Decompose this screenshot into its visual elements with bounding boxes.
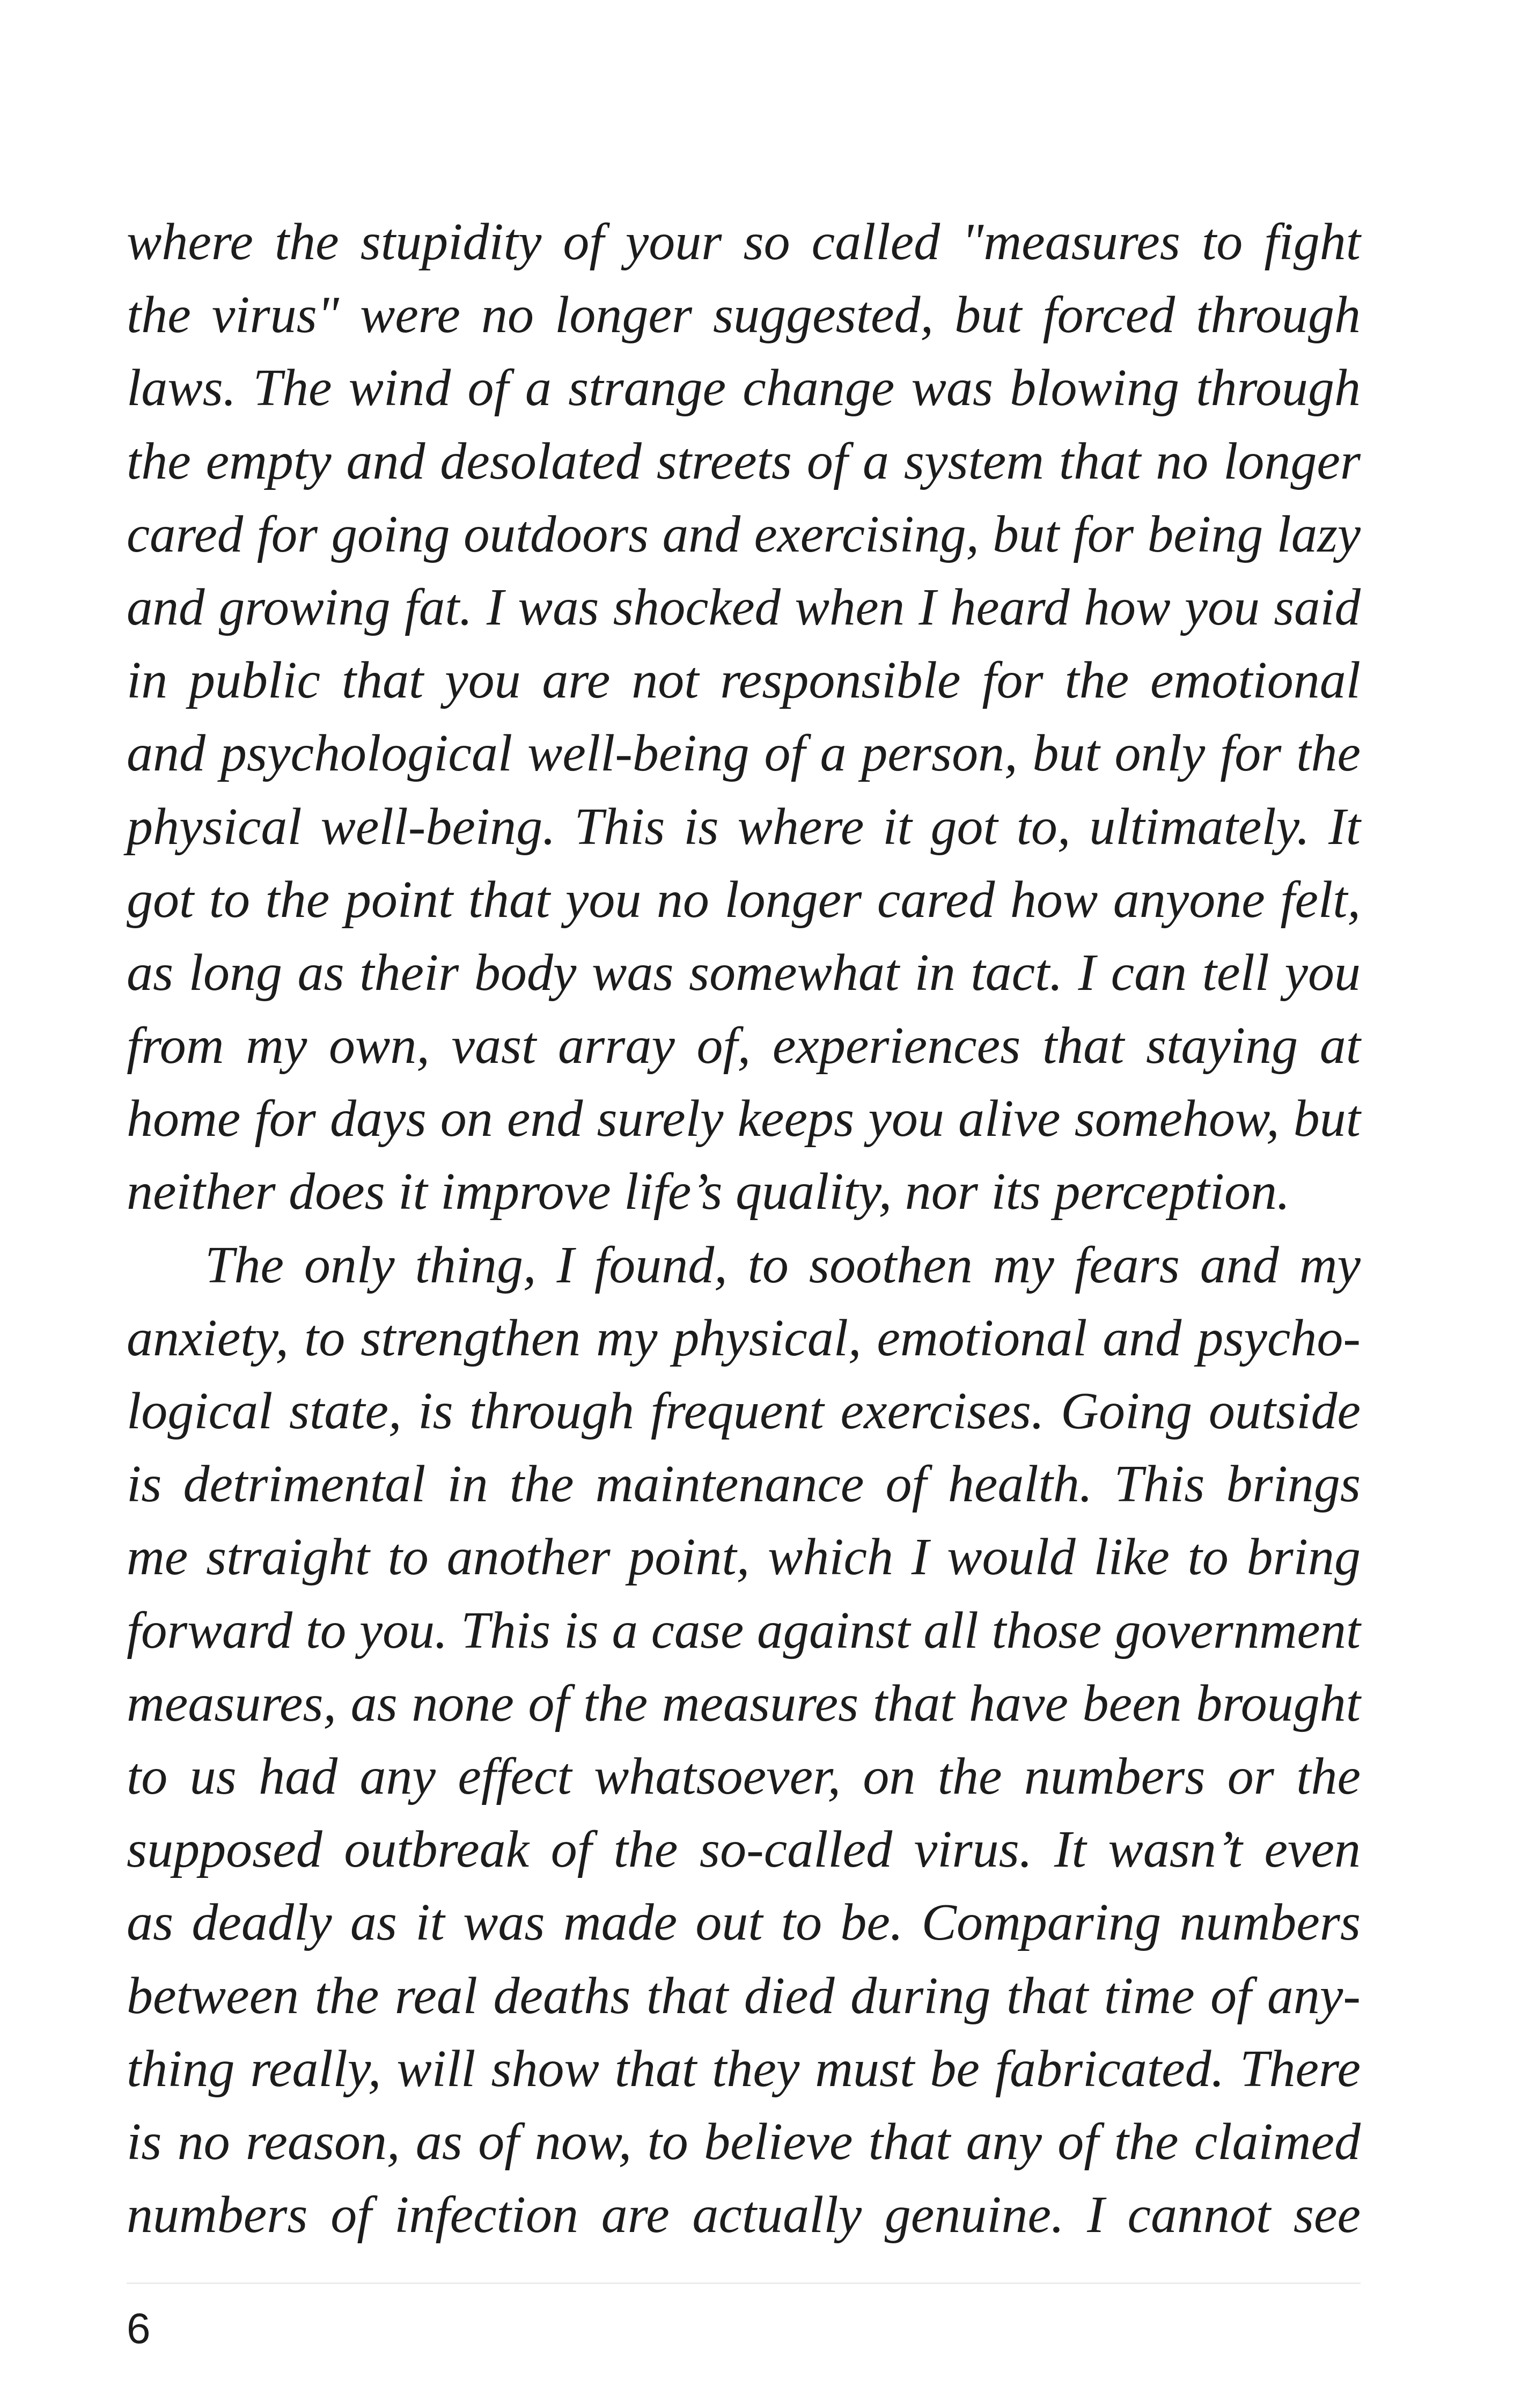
- text-line: physical well-being. This is where it got to, ultimately. It: [127, 797, 1361, 856]
- text-line: The only thing, I found, to soothen my fears and my: [205, 1236, 1361, 1294]
- text-line: supposed outbreak of the so-called virus. It wasn’t even: [127, 1820, 1361, 1879]
- text-line: where the stupidity of your so called "measures to fight: [127, 213, 1361, 271]
- text-line: thing really, will show that they must be fabricated. There: [127, 2039, 1361, 2098]
- text-line: and psychological well-being of a person, but only for the: [127, 724, 1361, 783]
- text-line: logical state, is through frequent exercises. Going outside: [127, 1382, 1361, 1440]
- text-line: in public that you are not responsible for the emotional: [127, 651, 1361, 710]
- text-line: me straight to another point, which I would like to bring: [127, 1528, 1361, 1587]
- body-text: [127, 205, 1361, 2251]
- text-line: the empty and desolated streets of a system that no longer: [127, 432, 1361, 490]
- footer-divider: [127, 2282, 1361, 2284]
- text-line: from my own, vast array of, experiences that staying at: [127, 1017, 1361, 1075]
- paragraph: [127, 1229, 1361, 2252]
- page-number: 6: [127, 2304, 151, 2352]
- paragraph: [127, 205, 1361, 1229]
- text-line: numbers of infection are actually genuine. I cannot see: [127, 2186, 1361, 2244]
- text-line: the virus" were no longer suggested, but forced through: [127, 286, 1361, 344]
- text-line: cared for going outdoors and exercising, but for being lazy: [127, 505, 1361, 563]
- text-line: is no reason, as of now, to believe that any of the claimed: [127, 2112, 1361, 2171]
- text-line: forward to you. This is a case against all those government: [127, 1601, 1361, 1659]
- text-line: anxiety, to strengthen my physical, emotional and psycho-: [127, 1309, 1361, 1367]
- text-line: between the real deaths that died during that time of any-: [127, 1966, 1361, 2025]
- text-line: and growing fat. I was shocked when I heard how you said: [127, 578, 1361, 636]
- text-line: to us had any effect whatsoever, on the numbers or the: [127, 1747, 1361, 1805]
- text-line: neither does it improve life’s quality, nor its perception.: [127, 1163, 1290, 1221]
- text-line: measures, as none of the measures that have been brought: [127, 1674, 1361, 1732]
- text-line: as long as their body was somewhat in tact. I can tell you: [127, 943, 1361, 1002]
- text-line: as deadly as it was made out to be. Comparing numbers: [127, 1893, 1361, 1952]
- text-line: laws. The wind of a strange change was blowing through: [127, 359, 1361, 417]
- text-line: got to the point that you no longer cared how anyone felt,: [127, 870, 1361, 929]
- text-line: home for days on end surely keeps you alive somehow, but: [127, 1090, 1361, 1148]
- text-line: is detrimental in the maintenance of health. This brings: [127, 1455, 1361, 1514]
